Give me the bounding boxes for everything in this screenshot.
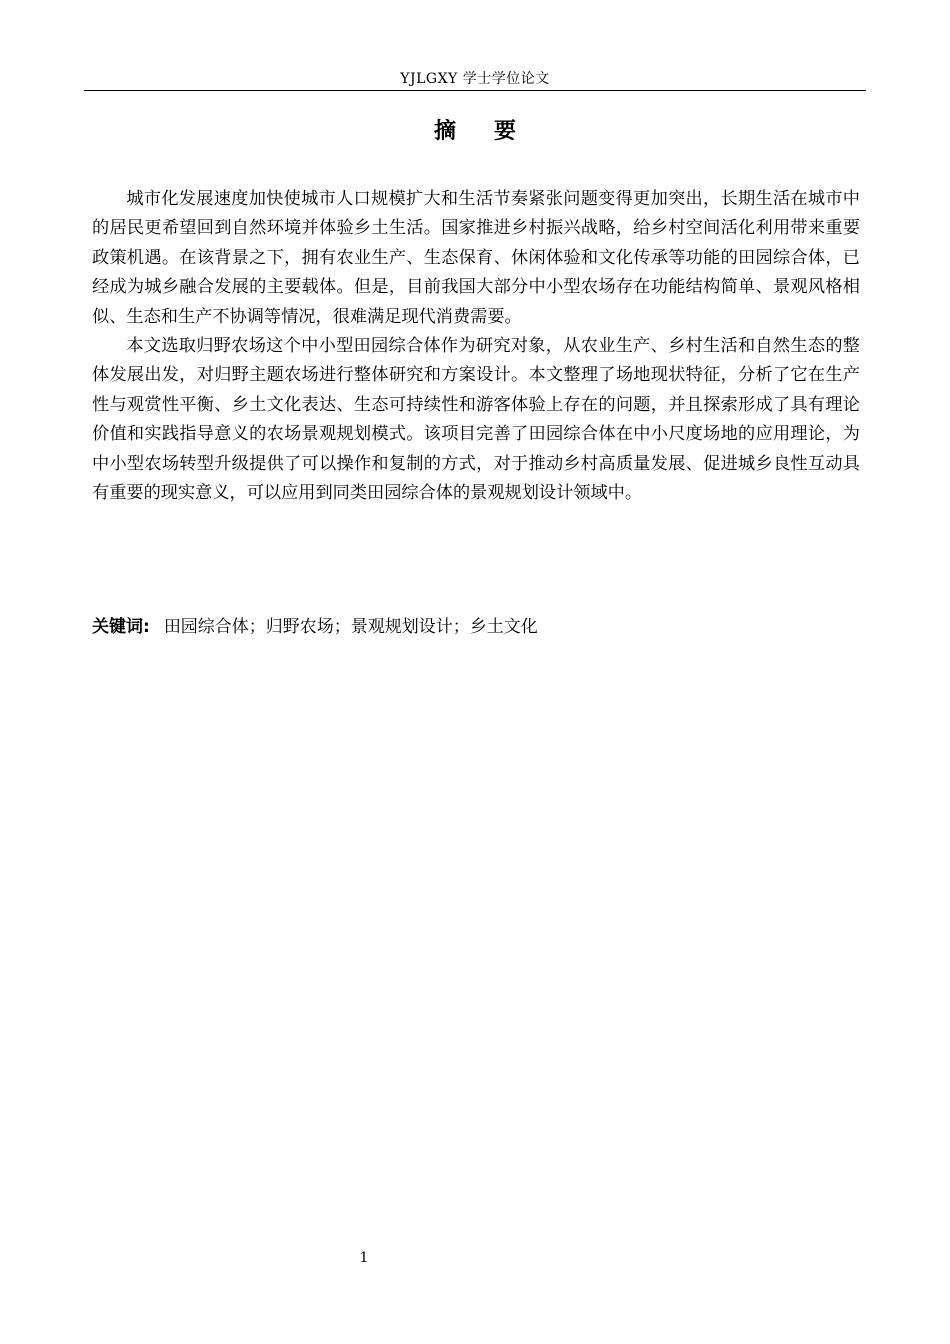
page-number: 1 bbox=[359, 1250, 369, 1266]
running-header: YJLGXY 学士学位论文 bbox=[400, 71, 550, 87]
abstract-paragraph-1: 城市化发展速度加快使城市人口规模扩大和生活节奏紧张问题变得更加突出，长期生活在城市中的居民更希望回到自然环境并体验乡土生活。国家推进乡村振兴战略，给乡村空间活化利用带来重要政策机遇。在该背景之下，拥有农业生产、生态保育、休闲体验和文化传承等功能的田园综合体，已经成为城乡融合发展的主要载体。但是，目前我国大部分中小型农场存在功能结构简单、景观风格相似、生态和生产不协调等情况，很难满足现代消费需要。 bbox=[92, 189, 860, 327]
keywords-text: 田园综合体；归野农场；景观规划设计；乡土文化 bbox=[163, 617, 538, 637]
abstract-title: 摘要 bbox=[433, 119, 554, 144]
abstract-body bbox=[92, 185, 860, 508]
abstract-paragraph-2: 本文选取归野农场这个中小型田园综合体作为研究对象，从农业生产、乡村生活和自然生态的整体发展出发，对归野主题农场进行整体研究和方案设计。本文整理了场地现状特征，分析了它在生产性与观赏性平衡、乡土文化表达、生态可持续性和游客体验上存在的问题，并且探索形成了具有理论价值和实践指导意义的农场景观规划模式。该项目完善了田园综合体在中小尺度场地的应用理论，为中小型农场转型升级提供了可以操作和复制的方式，对于推动乡村高质量发展、促进城乡良性互动具有重要的现实意义，可以应用到同类田园综合体的景观规划设计领域中。 bbox=[92, 336, 860, 504]
header-rule bbox=[84, 90, 866, 91]
keywords-label: 关键词: bbox=[92, 617, 150, 637]
keywords-line bbox=[92, 614, 860, 640]
